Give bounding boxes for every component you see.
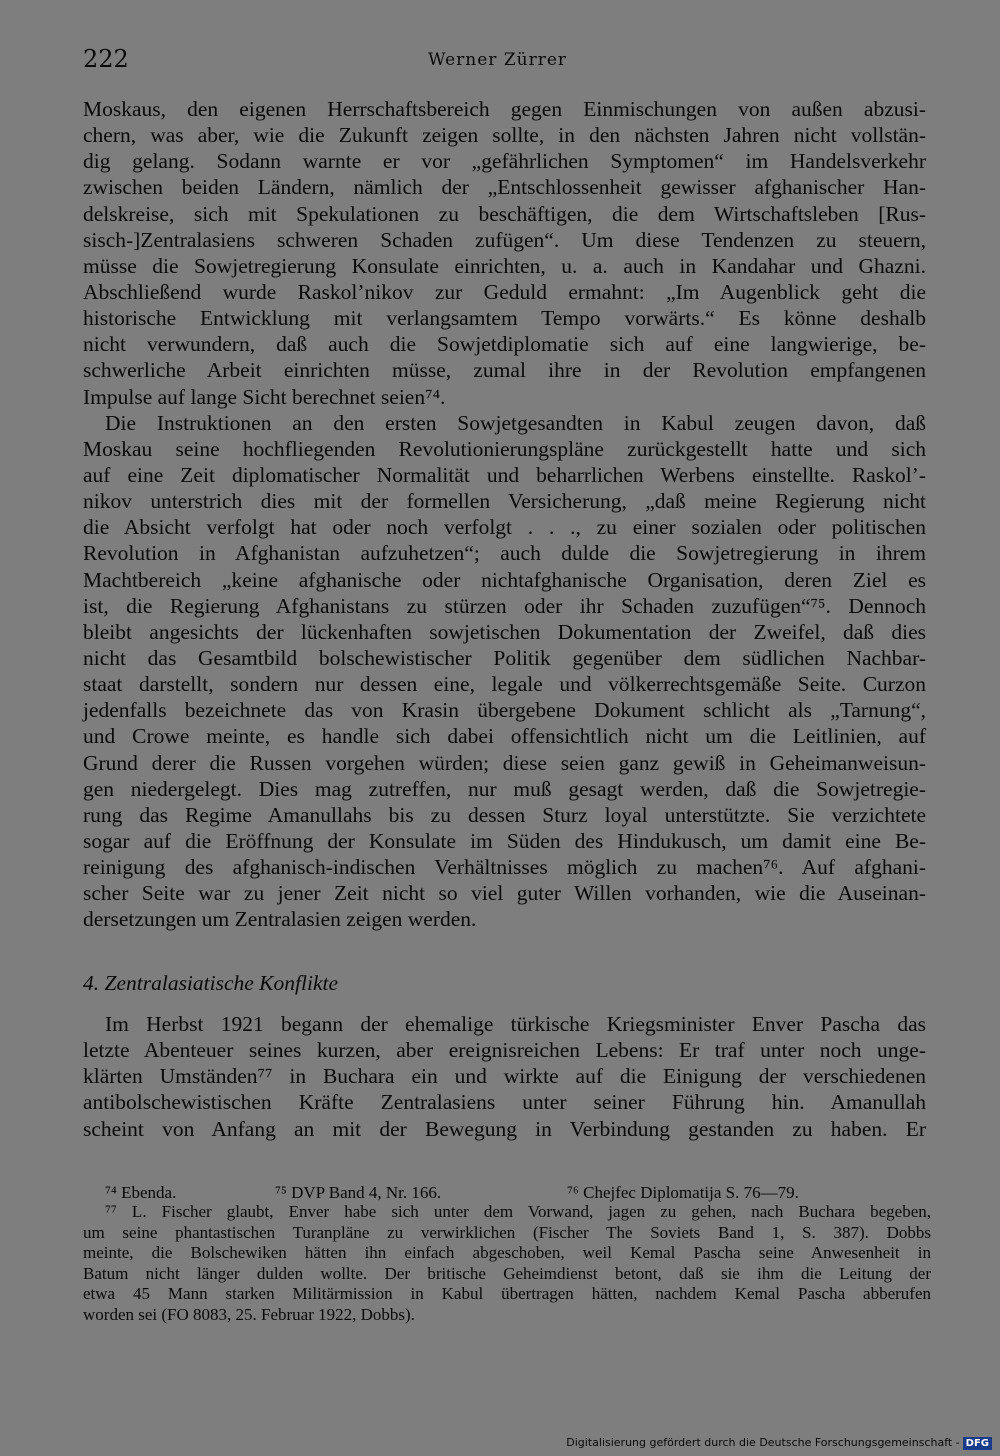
- body-line: Im Herbst 1921 begann der ehemalige türkische Kriegsminister Enver Pascha das: [105, 1012, 926, 1036]
- digitization-credit: [566, 1436, 992, 1450]
- footnote-line: worden sei (FO 8083, 25. Februar 1922, Dobbs).: [83, 1304, 415, 1324]
- body-line: klärten Umständen⁷⁷ in Buchara ein und wirkte auf die Einigung der verschiedenen: [83, 1064, 926, 1089]
- footnote-77: [83, 1202, 931, 1325]
- footnote-76: ⁷⁶ Chejfec Diplomatija S. 76—79.: [567, 1183, 799, 1202]
- body-line: bleibt angesichts der lückenhaften sowjetischen Dokumentation der Zweifel, daß dies: [83, 619, 926, 644]
- body-line: und Crowe meinte, es handle sich dabei offensichtlich nicht um die Leitlinien, auf: [83, 724, 926, 749]
- body-line: auf eine Zeit diplomatischer Normalität und beharrlichen Werbens einstellte. Raskol’-: [83, 462, 926, 487]
- body-line: jedenfalls bezeichnete das von Krasin übergebene Dokument schlicht als „Tarnung“,: [83, 698, 926, 723]
- body-line: staat darstellt, sondern nur dessen eine, legale und völkerrechtsgemäße Seite. Curzon: [83, 672, 926, 697]
- body-line: gen niedergelegt. Dies mag zutreffen, nur muß gesagt werden, daß die Sowjetregie-: [83, 776, 926, 801]
- section-heading: 4. Zentralasiatische Konflikte: [83, 971, 338, 995]
- body-line: Abschließend wurde Raskol’nikov zur Geduld ermahnt: „Im Augenblick geht die: [83, 279, 926, 304]
- body-line: schwerliche Arbeit einrichten müsse, zumal ihre in der Revolution empfangenen: [83, 358, 926, 383]
- body-line: reinigung des afghanisch-indischen Verhältnisses möglich zu machen⁷⁶. Auf afghani-: [83, 855, 926, 880]
- body-line: Die Instruktionen an den ersten Sowjetgesandten in Kabul zeugen davon, daß: [105, 410, 926, 435]
- footnote-74: ⁷⁴ Ebenda.: [105, 1183, 177, 1202]
- body-line: sogar auf die Eröffnung der Konsulate im Süden des Hindukusch, um damit eine Be-: [83, 828, 926, 853]
- body-line: Machtbereich „keine afghanische oder nichtafghanische Organisation, deren Ziel es: [83, 567, 926, 592]
- body-line: Moskaus, den eigenen Herrschaftsbereich gegen Einmischungen von außen abzusi-: [83, 97, 926, 121]
- section-body-text: [83, 1011, 926, 1142]
- body-line: müsse die Sowjetregierung Konsulate einrichten, u. a. auch in Kandahar und Ghazni.: [83, 253, 926, 278]
- footnote-line: meinte, die Bolschewiken hätten ihn einfach abgeschoben, weil Kemal Pascha seine Anwesenheit in: [83, 1243, 931, 1262]
- body-line: nicht das Gesamtbild bolschewistischer Politik gegenüber dem südlichen Nachbar-: [83, 645, 926, 670]
- body-line: letzte Abenteuer seines kurzen, aber ereignisreichen Lebens: Er traf unter noch unge-: [83, 1038, 926, 1063]
- footnote-line: ⁷⁷ L. Fischer glaubt, Enver habe sich unter dem Vorwand, jagen zu gehen, nach Buchara begeben,: [105, 1202, 931, 1221]
- body-line: antibolschewistischen Kräfte Zentralasiens unter seiner Führung hin. Amanullah: [83, 1090, 926, 1115]
- body-line: rung das Regime Amanullahs bis zu dessen Sturz loyal unterstützte. Sie verzichtete: [83, 802, 926, 827]
- page-number: 222: [83, 45, 129, 73]
- body-line: dersetzungen um Zentralasien zeigen werden.: [83, 907, 477, 932]
- body-line: nicht verwundern, daß auch die Sowjetdiplomatie sich auf eine langwierige, be-: [83, 332, 926, 357]
- body-line: delskreise, sich mit Spekulationen zu beschäftigen, die dem Wirtschaftsleben [Rus-: [83, 201, 926, 226]
- running-header-author: Werner Zürrer: [428, 50, 568, 70]
- body-line: chern, was aber, wie die Zukunft zeigen sollte, in den nächsten Jahren nicht vollstän-: [83, 123, 926, 148]
- body-line: historische Entwicklung mit verlangsamtem Tempo vorwärts.“ Es könne deshalb: [83, 306, 926, 331]
- dfg-logo: DFG: [963, 1437, 992, 1450]
- body-line: Moskau seine hochfliegenden Revolutionierungspläne zurückgestellt hatte und sich: [83, 436, 926, 461]
- body-line: zwischen beiden Ländern, nämlich der „Entschlossenheit gewisser afghanischer Han-: [83, 175, 926, 200]
- footnote-line: Batum nicht länger dulden wollte. Der britische Geheimdienst betont, daß sie ihm die Leitung der: [83, 1263, 931, 1283]
- body-line: Revolution in Afghanistan aufzuhetzen“; auch dulde die Sowjetregierung in ihrem: [83, 541, 926, 566]
- body-line: Grund derer die Russen vorgehen würden; diese seien ganz gewiß in Geheimanweisun-: [83, 750, 926, 775]
- body-text: [83, 96, 926, 933]
- footnote-line: etwa 45 Mann starken Militärmission in Kabul übertragen hätten, nachdem Kemal Pascha abberufen: [83, 1284, 931, 1303]
- body-line: Impulse auf lange Sicht berechnet seien⁷⁴.: [83, 384, 446, 409]
- body-line: dig gelang. Sodann warnte er vor „gefährlichen Symptomen“ im Handelsverkehr: [83, 149, 926, 174]
- body-line: scher Seite war zu jener Zeit nicht so viel guter Willen vorhanden, wie die Auseinan-: [83, 881, 926, 906]
- body-line: die Absicht verfolgt hat oder noch verfolgt . . ., zu einer sozialen oder politischen: [83, 515, 926, 540]
- footnote-75: ⁷⁵ DVP Band 4, Nr. 166.: [275, 1183, 442, 1202]
- body-line: scheint von Anfang an mit der Bewegung in Verbindung gestanden zu haben. Er: [83, 1116, 926, 1141]
- body-line: sisch-]Zentralasiens schweren Schaden zufügen“. Um diese Tendenzen zu steuern,: [83, 227, 926, 252]
- footnote-line: um seine phantastischen Turanpläne zu verwirklichen (Fischer The Soviets Band 1, S. 387). Dobbs: [83, 1222, 931, 1242]
- credit-text: Digitalisierung gefördert durch die Deutsche Forschungsgemeinschaft -: [566, 1436, 960, 1449]
- body-line: nikov unterstrich dies mit der formellen Versicherung, „daß meine Regierung nicht: [83, 489, 926, 514]
- body-line: ist, die Regierung Afghanistans zu stürzen oder ihr Schaden zuzufügen“⁷⁵. Dennoch: [83, 593, 926, 618]
